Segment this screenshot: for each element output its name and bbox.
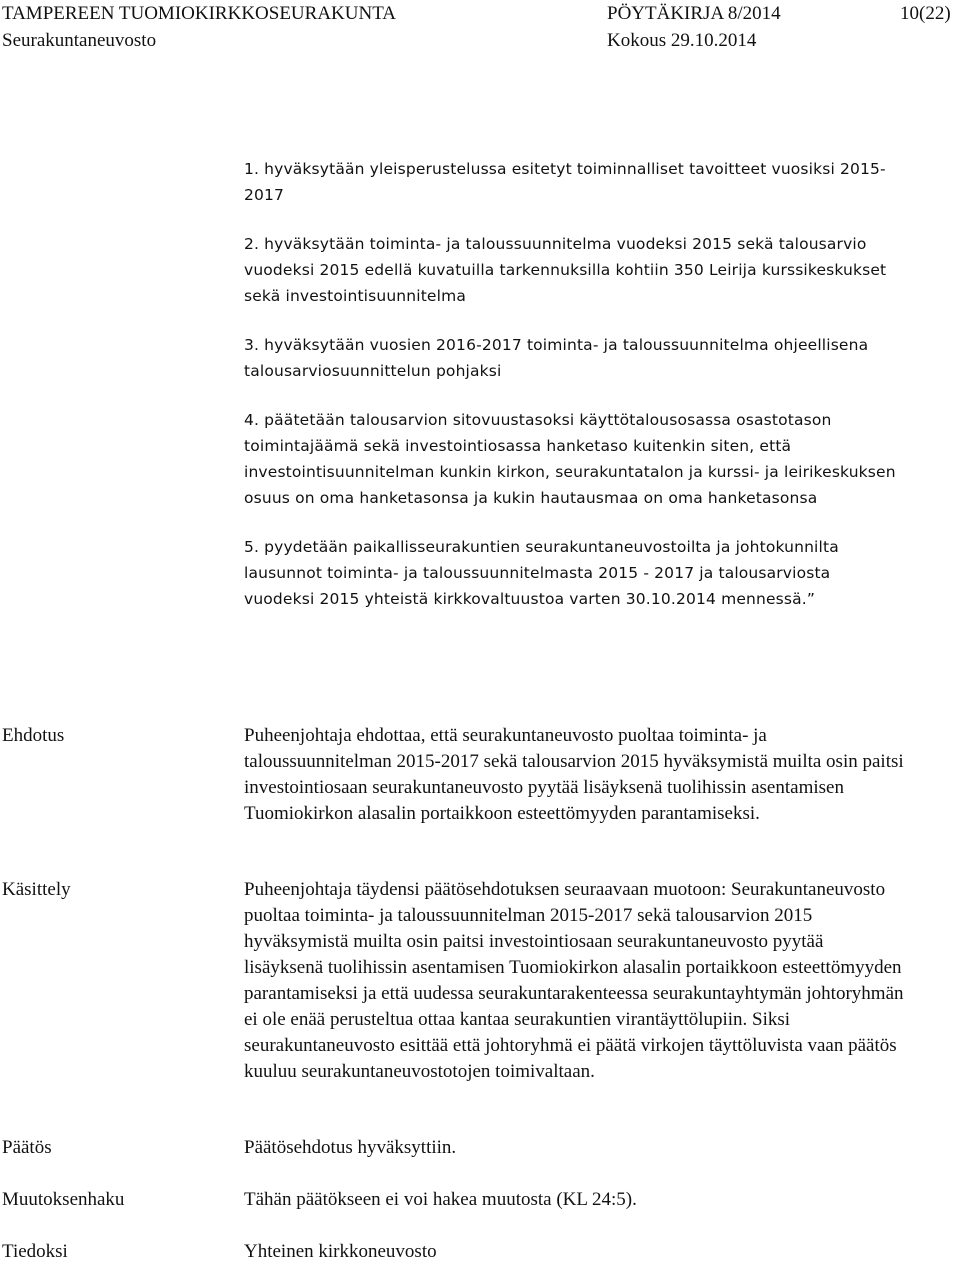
list-item: 4. päätetään talousarvion sitovuustasoksi käyttötalousosassa osastotason toimintajäämä sekä investointiosassa hanketaso kuitenkin siten, että investointisuunnitelman kunkin kirkon, seurakuntatalon ja kurssi- ja leirikeskuksen osuus on oma hanketasonsa ja kukin hautausmaa on oma hanketasonsa bbox=[244, 411, 896, 507]
section-text: Puheenjohtaja ehdottaa, että seurakuntaneuvosto puoltaa toiminta- ja taloussuunnitelman 2015-2017 sekä talousarvion 2015 hyväksymistä muilta osin paitsi investointiosaan seurakuntaneuvosto pyytää lisäyksenä tuolihissin asentamisen Tuomiokirkon alasalin portaikkoon esteettömyyden parantamiseksi. bbox=[244, 725, 904, 824]
section-label: Ehdotus bbox=[2, 725, 65, 746]
meeting-date: Kokous 29.10.2014 bbox=[607, 30, 757, 51]
document-type: PÖYTÄKIRJA 8/2014 bbox=[607, 3, 781, 24]
numbered-items-list bbox=[244, 156, 904, 612]
page-number: 10(22) bbox=[900, 3, 951, 24]
section-text: Tähän päätökseen ei voi hakea muutosta (KL 24:5). bbox=[244, 1189, 637, 1210]
section-label: Muutoksenhaku bbox=[2, 1189, 125, 1210]
section-text: Puheenjohtaja täydensi päätösehdotuksen seuraavaan muotoon: Seurakuntaneuvosto puoltaa toiminta- ja taloussuunnitelman 2015-2017 sekä talousarvion 2015 hyväksymistä muilta osin paitsi investointiosaan seurakuntaneuvosto pyytää lisäyksenä tuolihissin asentamisen Tuomiokirkon alasalin portaikkoon esteettömyyden parantamiseksi ja että uudessa seurakuntarakenteessa seurakuntayhtymän johtoryhmän ei ole enää perusteltua ottaa kantaa seurakuntien virantäyttölupiin. Siksi seurakuntaneuvosto esittää että johtoryhmä ei päätä virkojen täyttöluvista vaan päätös kuuluu seurakuntaneuvostotojen toimivaltaan. bbox=[244, 879, 904, 1082]
list-item: 1. hyväksytään yleisperustelussa esitetyt toiminnalliset tavoitteet vuosiksi 2015-2017 bbox=[244, 160, 886, 204]
section-text: Yhteinen kirkkoneuvosto bbox=[244, 1241, 437, 1262]
list-item: 5. pyydetään paikallisseurakuntien seurakuntaneuvostoilta ja johtokunnilta lausunnot toiminta- ja taloussuunnitelmasta 2015 - 2017 ja talousarviosta vuodeksi 2015 yhteistä kirkkovaltuustoa varten 30.10.2014 mennessä.” bbox=[244, 538, 839, 608]
section-label: Käsittely bbox=[2, 879, 71, 900]
body-name: Seurakuntaneuvosto bbox=[2, 30, 157, 51]
section-text: Päätösehdotus hyväksyttiin. bbox=[244, 1137, 457, 1158]
section-label: Päätös bbox=[2, 1137, 52, 1158]
section-label: Tiedoksi bbox=[2, 1241, 68, 1262]
list-item: 3. hyväksytään vuosien 2016-2017 toiminta- ja taloussuunnitelma ohjeellisena talousarviosuunnittelun pohjaksi bbox=[244, 336, 869, 380]
list-item: 2. hyväksytään toiminta- ja taloussuunnitelma vuodeksi 2015 sekä talousarvio vuodeksi 2015 edellä kuvatuilla tarkennuksilla kohtiin 350 Leirija kurssikeskukset sekä investointisuunnitelma bbox=[244, 235, 887, 305]
organization-name: TAMPEREEN TUOMIOKIRKKOSEURAKUNTA bbox=[2, 3, 397, 24]
